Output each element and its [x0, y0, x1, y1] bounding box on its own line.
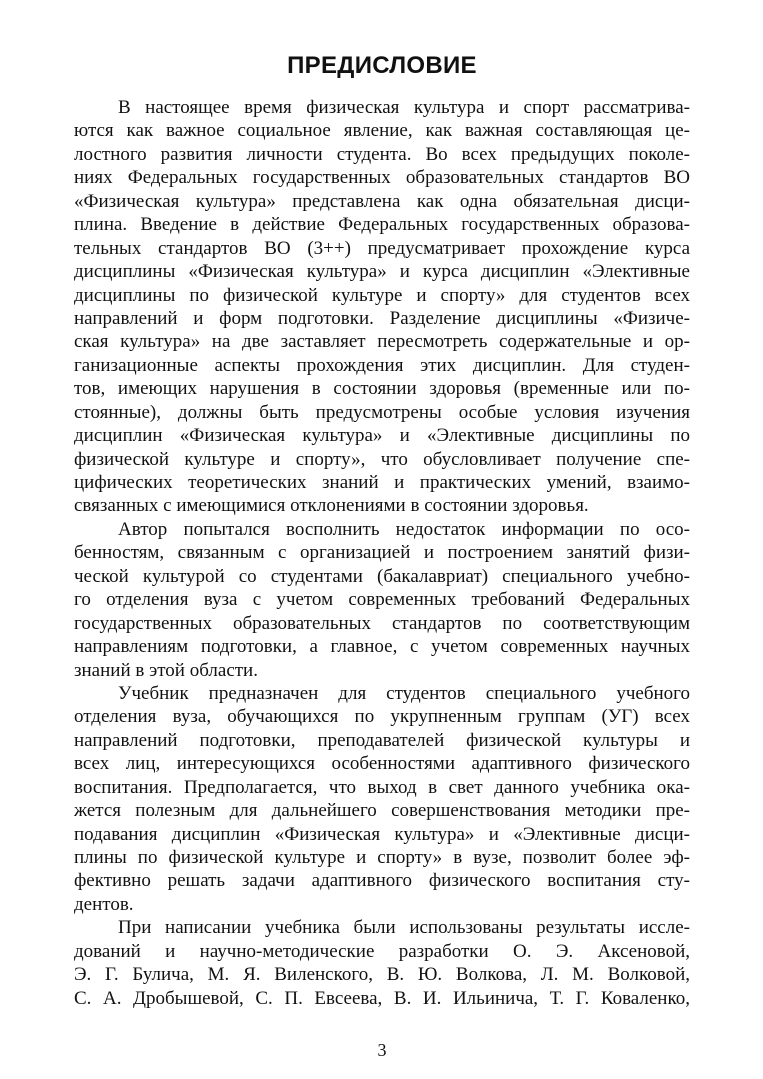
text-line: ческой культурой со студентами (бакалавриат) специального учебно- — [74, 565, 690, 587]
text-line: ются как важное социальное явление, как важная составляющая це- — [74, 120, 690, 142]
text-line: плины по физической культуре и спорту» в вузе, позволит более эф- — [74, 847, 690, 868]
text-line: го отделения вуза с учетом современных требований Федеральных — [74, 589, 690, 611]
text-line: В настоящее время физическая культура и спорт рассматрива- — [118, 97, 690, 118]
text-line: направлений и форм подготовки. Разделение дисциплины «Физиче- — [74, 307, 690, 329]
text-line: направлений подготовки, преподавателей физической культуры и — [74, 729, 690, 751]
text-line: стоянные), должны быть предусмотрены особые условия изучения — [74, 401, 690, 423]
text-line: дисциплины «Физическая культура» и курса дисциплин «Элективные — [74, 261, 690, 283]
text-line: «Физическая культура» представлена как одна обязательная дисци- — [74, 190, 690, 212]
text-line: физической культуре и спорту», что обусловливает получение спе- — [74, 448, 690, 470]
text-line: плина. Введение в действие Федеральных государственных образова- — [74, 214, 690, 236]
text-line: Автор попытался восполнить недостаток информации по осо- — [118, 518, 690, 540]
text-line: отделения вуза, обучающихся по укрупненным группам (УГ) всех — [74, 706, 690, 728]
text-line: воспитания. Предполагается, что выход в свет данного учебника ока- — [74, 776, 690, 798]
text-line: Э. Г. Булича, М. Я. Виленского, В. Ю. Волкова, Л. М. Волковой, — [74, 964, 690, 986]
text-line: направлениям подготовки, а главное, с учетом современных научных — [74, 636, 690, 658]
text-line: знаний в этой области. — [74, 659, 258, 681]
text-line: дисциплин «Физическая культура» и «Элективные дисциплины по — [74, 425, 690, 447]
text-line: цифических теоретических знаний и практических умений, взаимо- — [74, 472, 690, 493]
text-line: ская культура» на две заставляет пересмотреть содержательные и ор- — [74, 331, 690, 353]
text-line: тельных стандартов ВО (3++) предусматривает прохождение курса — [74, 237, 690, 259]
paragraph — [74, 916, 690, 1010]
paragraph — [74, 682, 690, 916]
text-line: ганизационные аспекты прохождения этих дисциплин. Для студен- — [74, 354, 690, 376]
text-line: лостного развития личности студента. Во всех предыдущих поколе- — [74, 143, 690, 165]
text-line: бенностям, связанным с организацией и построением занятий физи- — [74, 542, 690, 564]
paragraph — [74, 518, 690, 682]
text-line: Учебник предназначен для студентов специального учебного — [118, 682, 690, 704]
text-line: дисциплины по физической культуре и спорту» для студентов всех — [74, 284, 690, 306]
paragraph — [74, 96, 690, 518]
text-line: государственных образовательных стандартов по соответствующим — [74, 612, 690, 634]
text-line: тов, имеющих нарушения в состоянии здоровья (временные или по- — [74, 378, 690, 400]
page-title: ПРЕДИСЛОВИЕ — [287, 52, 477, 79]
page-number: 3 — [377, 1040, 387, 1060]
page — [74, 0, 690, 1079]
text-line: С. А. Дробышевой, С. П. Евсеева, В. И. Ильинича, Т. Г. Коваленко, — [74, 987, 690, 1009]
body-text — [74, 96, 690, 1010]
text-line: дентов. — [74, 893, 134, 915]
text-line: При написании учебника были использованы результаты иссле- — [118, 917, 690, 939]
text-line: ниях Федеральных государственных образовательных стандартов ВО — [74, 167, 690, 189]
text-line: фективно решать задачи адаптивного физического воспитания сту- — [74, 870, 690, 892]
text-line: связанных с имеющимися отклонениями в состоянии здоровья. — [74, 495, 589, 517]
text-line: дований и научно-методические разработки О. Э. Аксеновой, — [74, 940, 690, 962]
text-line: жется полезным для дальнейшего совершенствования методики пре- — [74, 800, 690, 822]
text-line: всех лиц, интересующихся особенностями адаптивного физического — [74, 753, 690, 775]
text-line: подавания дисциплин «Физическая культура» и «Элективные дисци- — [74, 823, 690, 845]
